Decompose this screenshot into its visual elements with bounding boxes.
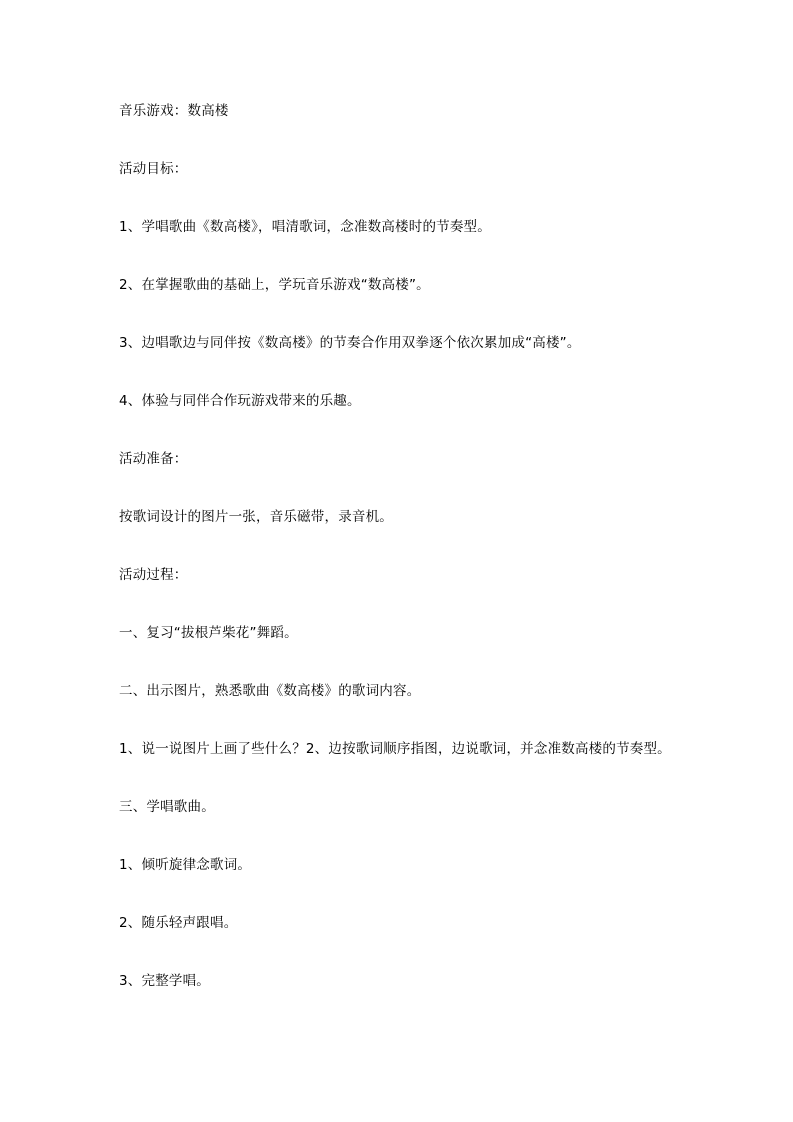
preparation-text: 按歌词设计的图片一张，音乐磁带，录音机。: [119, 509, 393, 525]
goal-item-4: 4、体验与同伴合作玩游戏带来的乐趣。: [119, 393, 361, 409]
section-heading-goals: 活动目标：: [119, 161, 188, 177]
process-step-3-item-3: 3、完整学唱。: [119, 973, 210, 989]
process-step-2-details: 1、说一说图片上画了些什么？2、边按歌词顺序指图，边说歌词，并念准数高楼的节奏型。: [119, 741, 671, 757]
process-step-1: 一、复习“拔根芦柴花”舞蹈。: [119, 625, 298, 641]
section-heading-preparation: 活动准备：: [119, 451, 188, 467]
process-step-3-item-2: 2、随乐轻声跟唱。: [119, 915, 238, 931]
goal-item-2: 2、在掌握歌曲的基础上，学玩音乐游戏“数高楼”。: [119, 277, 430, 293]
process-step-3-item-1: 1、倾听旋律念歌词。: [119, 857, 252, 873]
document-title: 音乐游戏：数高楼: [119, 103, 229, 119]
section-heading-process: 活动过程：: [119, 567, 188, 583]
goal-item-1: 1、学唱歌曲《数高楼》，唱清歌词，念准数高楼时的节奏型。: [119, 219, 491, 235]
goal-item-3: 3、边唱歌边与同伴按《数高楼》的节奏合作用双拳逐个依次累加成“高楼”。: [119, 335, 581, 351]
process-step-3: 三、学唱歌曲。: [119, 799, 215, 815]
process-step-2: 二、出示图片，熟悉歌曲《数高楼》的歌词内容。: [119, 683, 421, 699]
